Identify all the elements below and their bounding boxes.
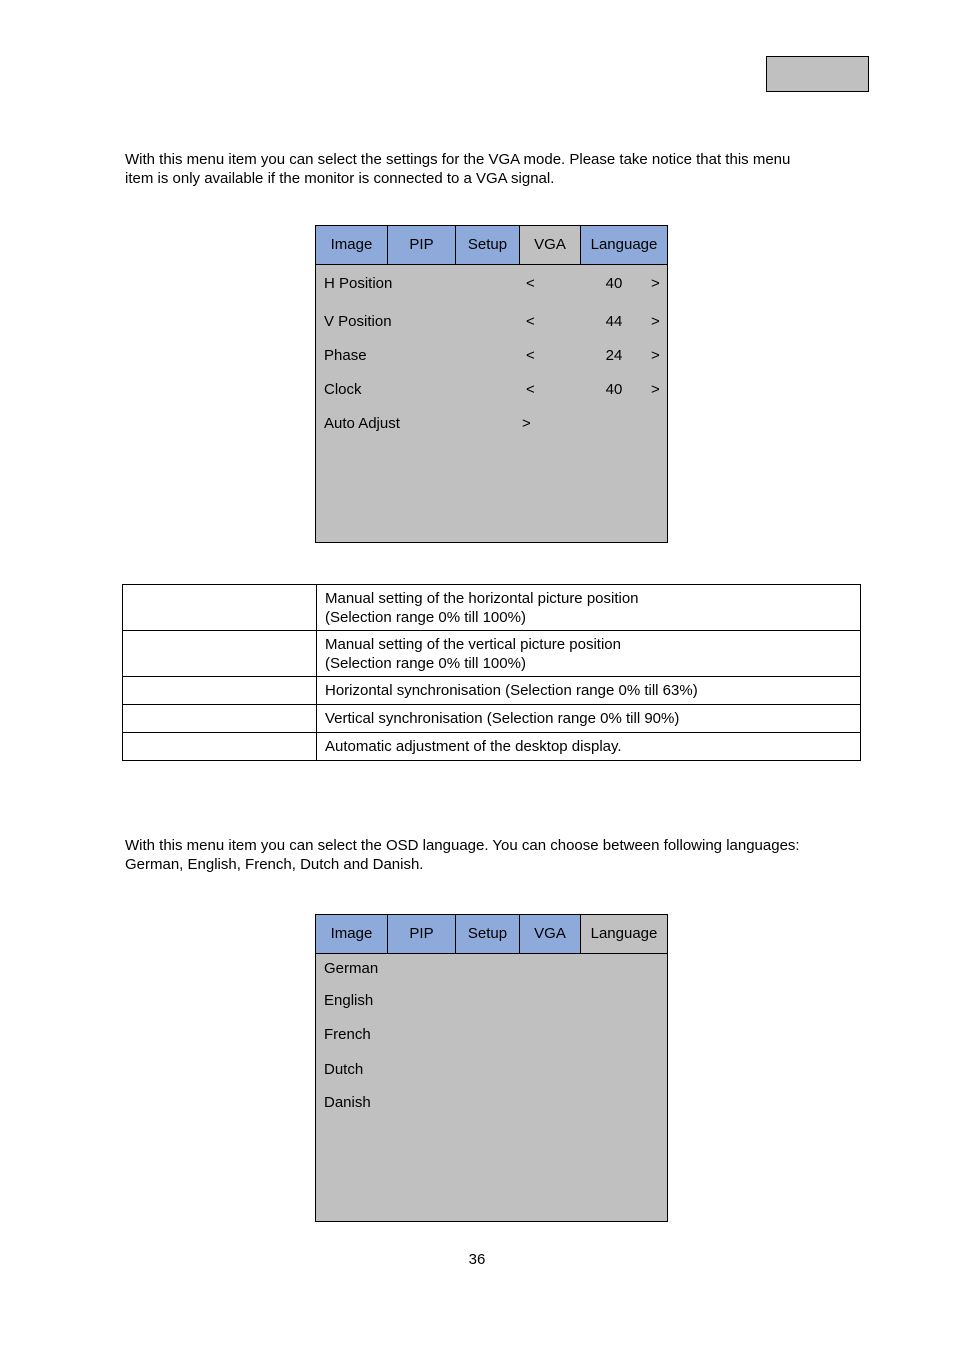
language-tab-language[interactable]: Language bbox=[581, 915, 667, 953]
vga-osd-menu bbox=[315, 225, 668, 543]
vga-osd-tab-bar bbox=[316, 226, 667, 265]
table-row bbox=[123, 631, 861, 677]
language-option-french[interactable] bbox=[324, 1026, 667, 1046]
vga-intro-line-2: item is only available if the monitor is connected to a VGA signal. bbox=[125, 170, 555, 187]
row-value: 24 bbox=[605, 347, 623, 364]
setting-description-cell: Automatic adjustment of the desktop display. bbox=[317, 733, 861, 761]
table-row bbox=[123, 585, 861, 631]
decrease-arrow-icon[interactable]: < bbox=[526, 313, 535, 330]
language-osd-menu bbox=[315, 914, 668, 1222]
language-option-label: German bbox=[324, 960, 379, 977]
vga-tab-setup[interactable]: Setup bbox=[456, 226, 520, 264]
vga-row-phase[interactable] bbox=[324, 347, 667, 367]
increase-arrow-icon[interactable]: > bbox=[651, 381, 660, 398]
setting-name-cell bbox=[123, 631, 317, 677]
language-tab-pip[interactable]: PIP bbox=[388, 915, 456, 953]
row-value: 40 bbox=[605, 381, 623, 398]
description-line-1: Manual setting of the horizontal picture position bbox=[325, 589, 639, 607]
header-corner-box bbox=[766, 56, 869, 92]
language-intro-paragraph bbox=[125, 836, 865, 874]
vga-settings-description-table bbox=[122, 584, 861, 761]
setting-name-cell bbox=[123, 677, 317, 705]
vga-row-v-position[interactable] bbox=[324, 313, 667, 333]
row-label: Clock bbox=[324, 381, 362, 398]
language-option-english[interactable] bbox=[324, 992, 667, 1012]
description-line-1: Manual setting of the vertical picture position bbox=[325, 635, 621, 653]
table-row bbox=[123, 733, 861, 761]
table-row bbox=[123, 705, 861, 733]
increase-arrow-icon[interactable]: > bbox=[651, 313, 660, 330]
setting-description-cell bbox=[317, 631, 861, 677]
execute-arrow-icon[interactable]: > bbox=[522, 415, 531, 432]
language-option-label: English bbox=[324, 992, 374, 1009]
language-tab-setup[interactable]: Setup bbox=[456, 915, 520, 953]
setting-name-cell bbox=[123, 585, 317, 631]
page-number: 36 bbox=[468, 1251, 486, 1268]
row-label: H Position bbox=[324, 275, 393, 292]
language-option-danish[interactable] bbox=[324, 1094, 667, 1114]
vga-intro-paragraph bbox=[125, 150, 865, 188]
language-option-label: Dutch bbox=[324, 1061, 364, 1078]
vga-tab-image[interactable]: Image bbox=[316, 226, 388, 264]
language-option-german[interactable] bbox=[324, 960, 667, 980]
setting-name-cell bbox=[123, 733, 317, 761]
vga-row-auto-adjust[interactable] bbox=[324, 415, 667, 435]
row-value: 40 bbox=[605, 275, 623, 292]
increase-arrow-icon[interactable]: > bbox=[651, 347, 660, 364]
language-tab-vga[interactable]: VGA bbox=[520, 915, 581, 953]
language-tab-image[interactable]: Image bbox=[316, 915, 388, 953]
setting-name-cell bbox=[123, 705, 317, 733]
setting-description-cell: Vertical synchronisation (Selection range 0% till 90%) bbox=[317, 705, 861, 733]
decrease-arrow-icon[interactable]: < bbox=[526, 381, 535, 398]
decrease-arrow-icon[interactable]: < bbox=[526, 347, 535, 364]
vga-tab-vga[interactable]: VGA bbox=[520, 226, 581, 264]
language-option-label: Danish bbox=[324, 1094, 371, 1111]
language-option-label: French bbox=[324, 1026, 371, 1043]
language-intro-line-1: With this menu item you can select the OSD language. You can choose between following languages: bbox=[125, 837, 800, 854]
increase-arrow-icon[interactable]: > bbox=[651, 275, 660, 292]
row-label: Auto Adjust bbox=[324, 415, 400, 432]
setting-description-cell bbox=[317, 585, 861, 631]
vga-intro-line-1: With this menu item you can select the settings for the VGA mode. Please take notice that this menu bbox=[125, 151, 791, 168]
row-value: 44 bbox=[605, 313, 623, 330]
setting-description-cell: Horizontal synchronisation (Selection range 0% till 63%) bbox=[317, 677, 861, 705]
language-osd-tab-bar bbox=[316, 915, 667, 954]
description-line-2: (Selection range 0% till 100%) bbox=[325, 654, 526, 672]
vga-row-clock[interactable] bbox=[324, 381, 667, 401]
row-label: V Position bbox=[324, 313, 392, 330]
vga-row-h-position[interactable] bbox=[324, 275, 667, 295]
row-label: Phase bbox=[324, 347, 367, 364]
description-line-2: (Selection range 0% till 100%) bbox=[325, 608, 526, 626]
decrease-arrow-icon[interactable]: < bbox=[526, 275, 535, 292]
table-row bbox=[123, 677, 861, 705]
vga-tab-pip[interactable]: PIP bbox=[388, 226, 456, 264]
language-intro-line-2: German, English, French, Dutch and Danish. bbox=[125, 856, 424, 873]
vga-tab-language[interactable]: Language bbox=[581, 226, 667, 264]
language-option-dutch[interactable] bbox=[324, 1061, 667, 1081]
